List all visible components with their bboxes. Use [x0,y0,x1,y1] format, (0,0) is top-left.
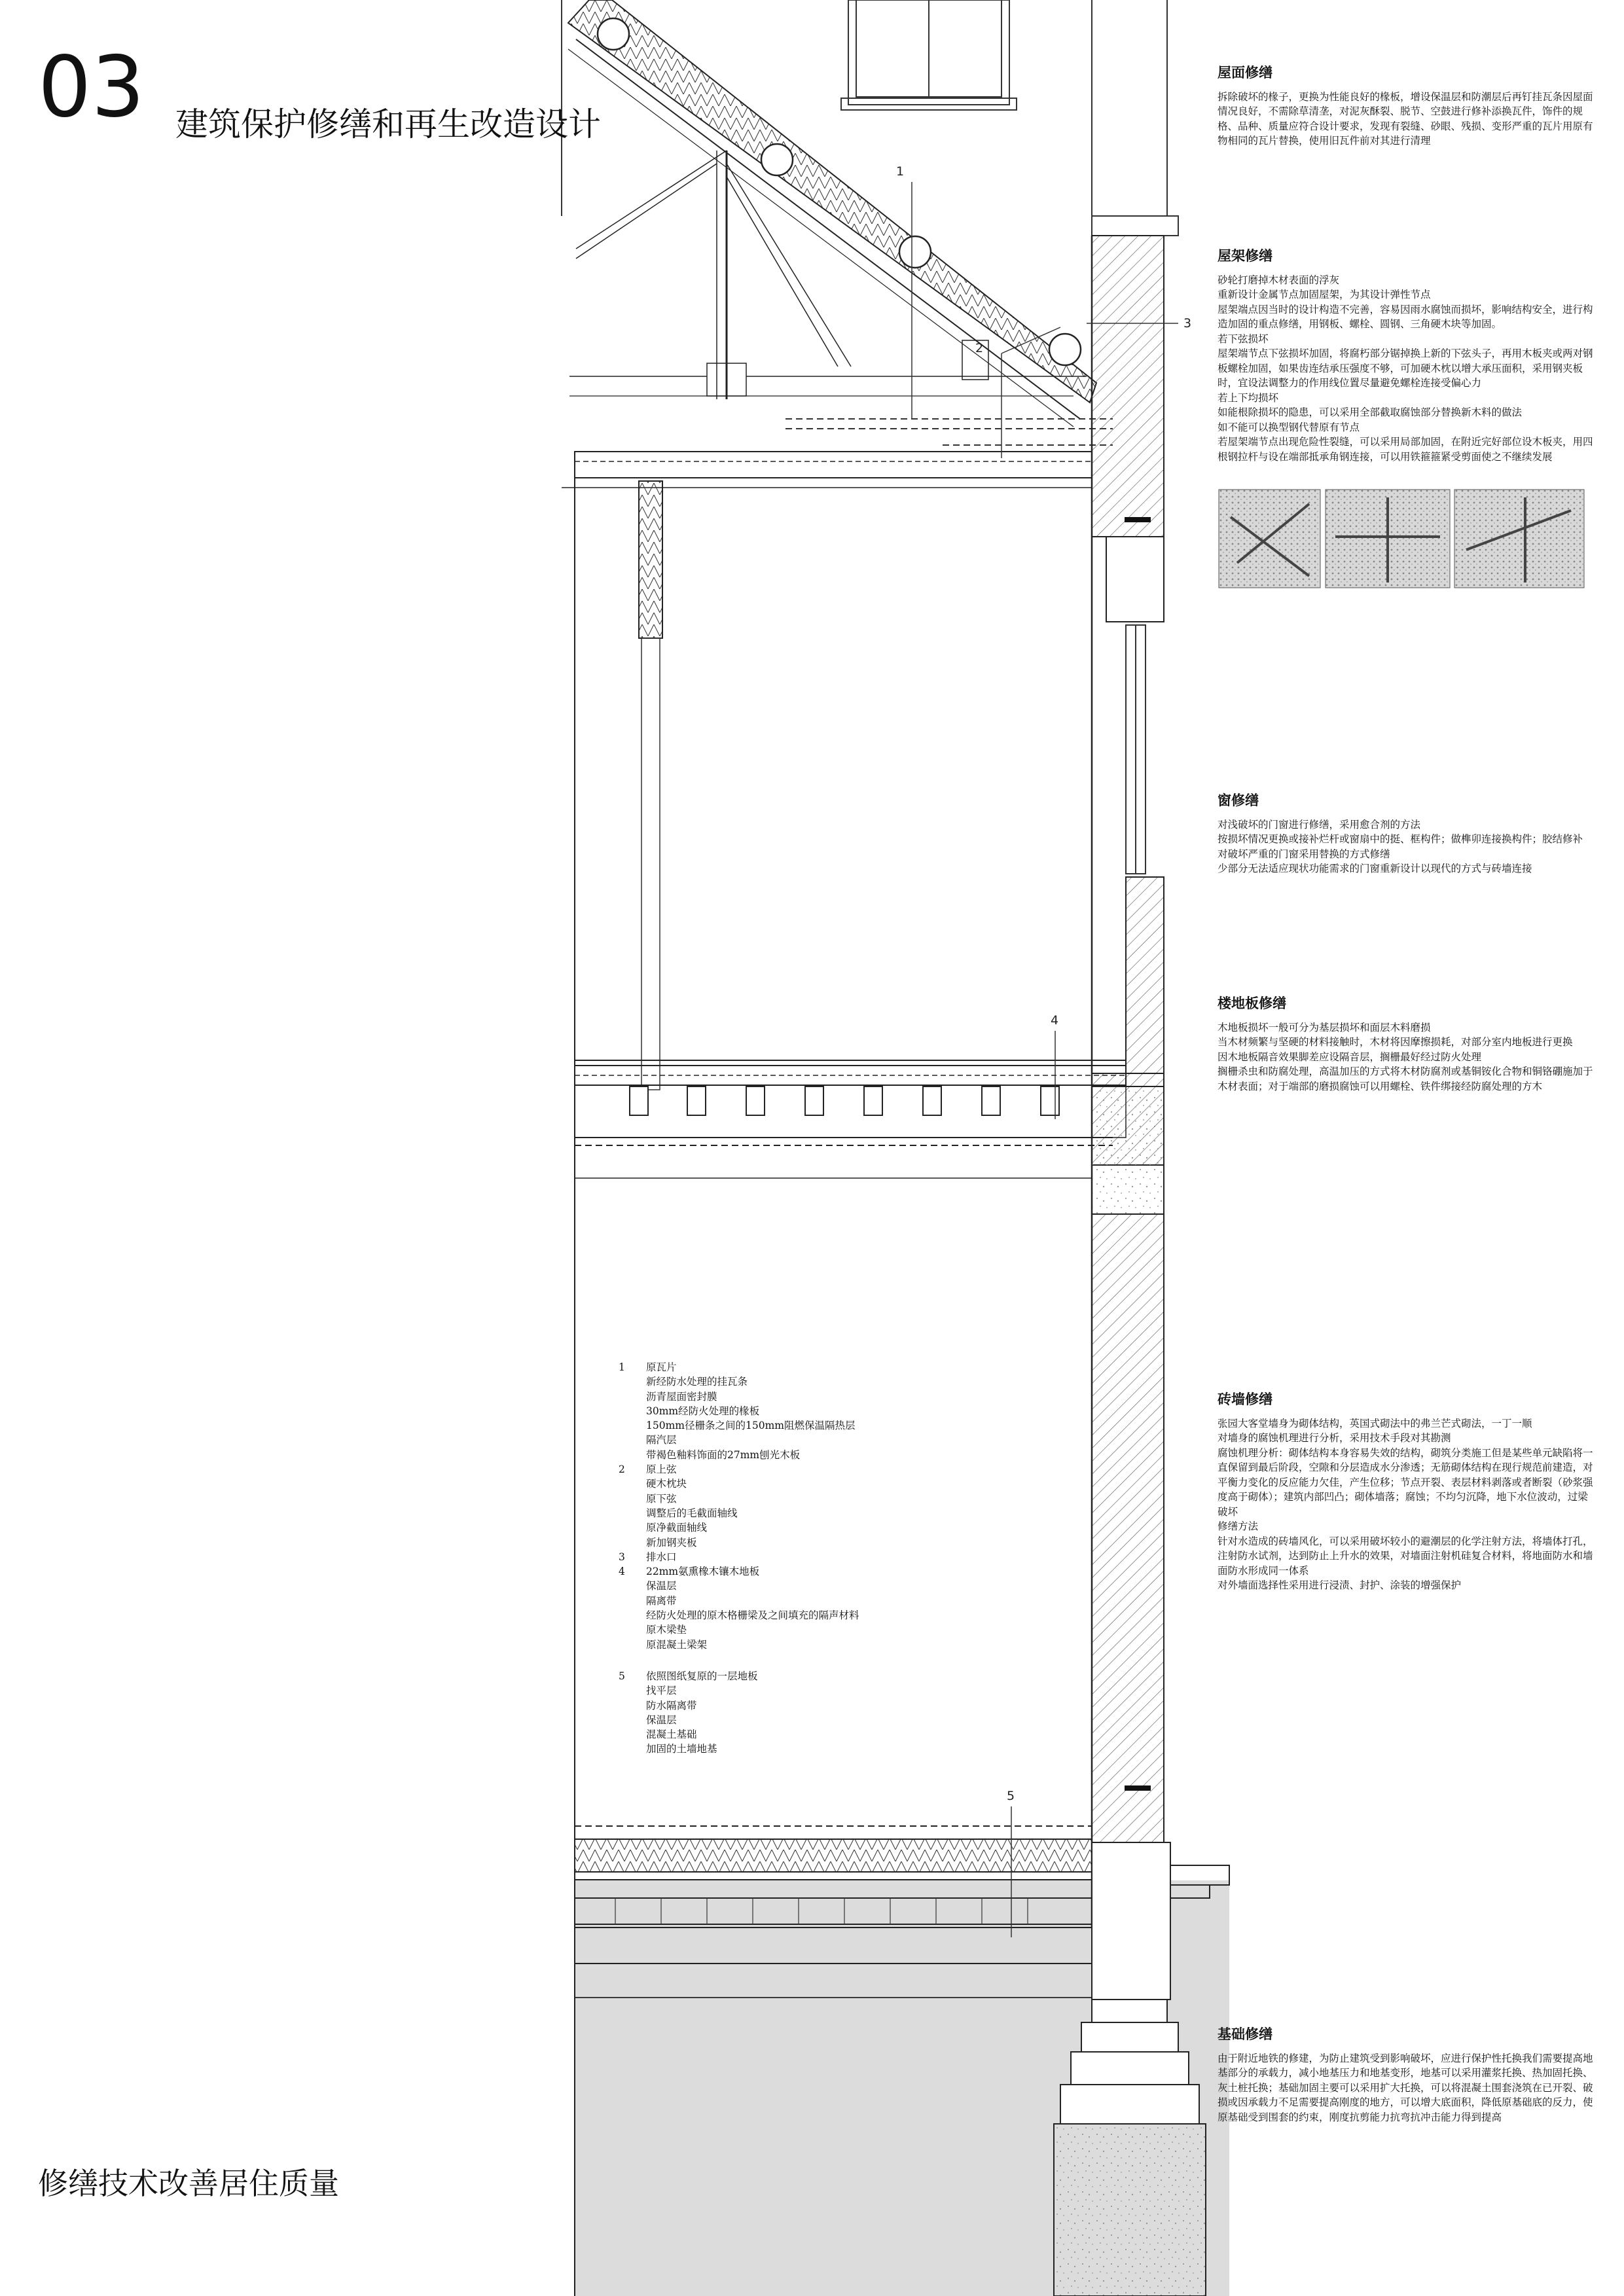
brick-wall-repair-section [1218,1392,1594,1593]
ref-label-3: 3 [1183,316,1192,331]
ref-label-5: 5 [1007,1789,1015,1803]
footer-caption: 修缮技术改善居住质量 [38,2166,339,2201]
page-title: 建筑保护修缮和再生改造设计 [175,105,601,143]
section-text: 搁栅杀虫和防腐处理，高温加压的方式将木材防腐剂或基铜铵化合物和铜铬硼施加于木材表面；对于端部的磨损腐蚀可以用螺栓、铁件绑接经防腐处理的方木 [1218,1066,1593,1092]
legend-item: 混凝土基础 [646,1729,697,1741]
section-text: 腐蚀机理分析：砌体结构本身容易失效的结构，砌筑分类施工但是某些单元缺陷将一直保留到最后阶段，空隙和分层造成水分渗透；无筋砌体结构在现行规范前建造，对平衡力变化的反应能力欠佳，产生位移；节点开裂、表层材料剥落或者断裂（砂浆强度高于砌体）；建筑内部凹凸；砌体墙落；腐蚀；不均匀沉降，地下水位波动，过梁破坏 [1218,1446,1593,1518]
section-title: 屋架修缮 [1218,248,1272,264]
section-text: 如不能可以换型钢代替原有节点 [1218,421,1360,433]
legend-item: 原下弦 [646,1492,677,1505]
section-text: 按损坏情况更换或接补烂杆或窗扇中的挺、框构件；做榫卯连接换构件；胶结修补 [1218,833,1583,845]
section-text: 屋架端点因当时的设计构造不完善，容易因雨水腐蚀而损坏，影响结构安全，进行构造加固的重点修缮，用钢板、螺栓、圆钢、三角硬木块等加固。 [1218,303,1593,330]
legend-number: 4 [619,1566,625,1578]
section-title: 楼地板修缮 [1218,996,1286,1011]
section-title: 屋面修缮 [1218,65,1272,81]
legend-item: 加固的土墙地基 [646,1743,717,1755]
section-text: 针对水造成的砖墙风化，可以采用破坏较小的避潮层的化学注射方法，将墙体打孔，注射防水试剂，达到防止上升水的效果，对墙面注射机硅复合材料，将地面防水和墙面防水形成同一体系 [1218,1535,1593,1577]
section-text: 若上下均损坏 [1218,391,1279,404]
section-text: 对墙身的腐蚀机理进行分析，采用技术手段对其勘测 [1218,1432,1451,1444]
section-title: 基础修缮 [1218,2026,1272,2042]
section-text: 少部分无法适应现状功能需求的门窗重新设计以现代的方式与砖墙连接 [1218,863,1532,874]
roof [568,0,1096,427]
legend-item: 隔汽层 [646,1434,677,1446]
section-text: 木地板损坏一般可分为基层损坏和面层木料磨损 [1218,1021,1431,1033]
section-text: 拆除破坏的椽子，更换为性能良好的椽板，增设保温层和防潮层后再钉挂瓦条因屋面情况良好，不需除草清垄，对泥灰酥裂、脱节、空鼓进行修补添换瓦件，饰件的规格、品种、质量应符合设计要求，发现有裂缝、砂眼、残损、变形严重的瓦片用原有物相同的瓦片替换，使用旧瓦件前对其进行清理 [1218,90,1593,147]
legend-number: 1 [619,1361,625,1373]
legend-item: 原瓦片 [646,1361,677,1373]
floor-repair-section [1218,996,1594,1094]
legend-item: 硬木枕块 [646,1478,687,1490]
legend-item: 22mm氨熏橡木镶木地板 [646,1566,760,1578]
section-text: 屋架端节点下弦损坏加固，将腐朽部分锯掉换上新的下弦头子，再用木板夹或两对钢板螺栓加固，如果齿连结承压强度不够，可加硬木枕以增大承压面积，采用钢夹板时，宜设法调整力的作用线位置尽量避免螺栓连接受偏心力 [1218,348,1593,389]
section-text: 砂轮打磨掉木材表面的浮灰 [1218,274,1340,286]
legend-item: 150mm径栅条之间的150mm阻燃保温隔热层 [646,1420,856,1432]
legend-number: 5 [619,1670,625,1682]
section-text: 张园大客堂墙身为砌体结构，英国式砌法中的弗兰芒式砌法，一丁一顺 [1218,1417,1532,1429]
legend-item: 原木梁垫 [646,1624,687,1636]
truss-repair-section [1218,249,1594,464]
section-number: 03 [38,39,145,136]
material-legend [619,1360,1155,1757]
section-text: 若下弦损坏 [1218,332,1269,345]
legend-item: 原上弦 [646,1463,677,1476]
truss-detail-photos [1219,490,1584,588]
legend-item: 保温层 [646,1580,677,1592]
section-text: 当木材频繁与坚硬的材料接触时，木材将因摩擦损耗，对部分室内地板进行更换 [1218,1036,1573,1048]
legend-item: 找平层 [646,1685,677,1697]
window-repair-section [1218,793,1594,876]
section-text: 如能根除损坏的隐患，可以采用全部截取腐蚀部分替换新木料的做法 [1218,406,1523,418]
legend-item: 经防火处理的原木格栅梁及之间填充的隔声材料 [646,1609,859,1622]
section-text: 由于附近地铁的修建，为防止建筑受到影响破坏，应进行保护性托换我们需要提高地基部分的承载力，减小地基压力和地基变形，地基可以采用灌浆托换、热加固托换、灰土桩托换；基础加固主要可以采用扩大托换，可以将混凝土围套浇筑在已开裂、破损或因承载力不足需要提高刚度的地方，可以增大底面积，降低原基础底的反力，使原基础受到围套的约束，刚度抗剪能力抗弯抗冲击能力得到提高 [1218,2052,1593,2123]
legend-number: 3 [619,1551,625,1563]
brick-wall-middle [1126,877,1164,1073]
section-text: 重新设计金属节点加固屋架，为其设计弹性节点 [1218,289,1431,300]
section-text: 对外墙面选择性采用进行浸渍、封护、涂装的增强保护 [1218,1579,1462,1591]
section-text: 因木地板隔音效果脚差应设隔音层，搁栅最好经过防火处理 [1218,1050,1482,1063]
legend-item: 30mm经防火处理的椽板 [646,1405,760,1417]
legend-number: 2 [619,1463,625,1476]
legend-item: 调整后的毛截面轴线 [646,1507,738,1519]
roof-repair-section [1218,65,1594,149]
ref-label-1: 1 [896,164,905,179]
legend-item: 带褐色釉料饰面的27mm刨光木板 [646,1448,801,1461]
section-title: 窗修缮 [1218,793,1259,808]
legend-item: 新经防水处理的挂瓦条 [646,1376,748,1388]
brick-wall-upper [1092,236,1164,537]
ref-label-4: 4 [1051,1013,1059,1028]
section-text: 若屋架端节点出现危险性裂缝，可以采用局部加固，在附近完好部位设木板夹，用四根钢拉杆与设在端部抵承角钢连接，可以用铁箍箍紧受剪面使之不继续发展 [1218,436,1593,463]
section-title: 砖墙修缮 [1218,1391,1272,1407]
ref-label-2: 2 [975,341,984,355]
section-text: 修缮方法 [1218,1520,1259,1532]
legend-item: 防水隔离带 [646,1699,697,1712]
legend-item: 排水口 [646,1551,677,1563]
section-text: 对浅破坏的门窗进行修缮，采用愈合剂的方法 [1218,818,1421,831]
legend-item: 隔离带 [646,1594,677,1607]
section-text: 对破坏严重的门窗采用替换的方式修缮 [1218,848,1390,860]
legend-item: 保温层 [646,1713,677,1726]
upper-window [841,0,1017,110]
legend-item: 原混凝土梁架 [646,1638,708,1651]
legend-item: 原净截面轴线 [646,1522,708,1534]
mid-floor [575,1060,1126,1178]
foundation-repair-section [1218,2027,1594,2125]
legend-item: 沥青屋面密封膜 [646,1390,717,1403]
legend-item: 新加钢夹板 [646,1536,697,1549]
legend-item: 依照图纸复原的一层地板 [646,1670,758,1682]
